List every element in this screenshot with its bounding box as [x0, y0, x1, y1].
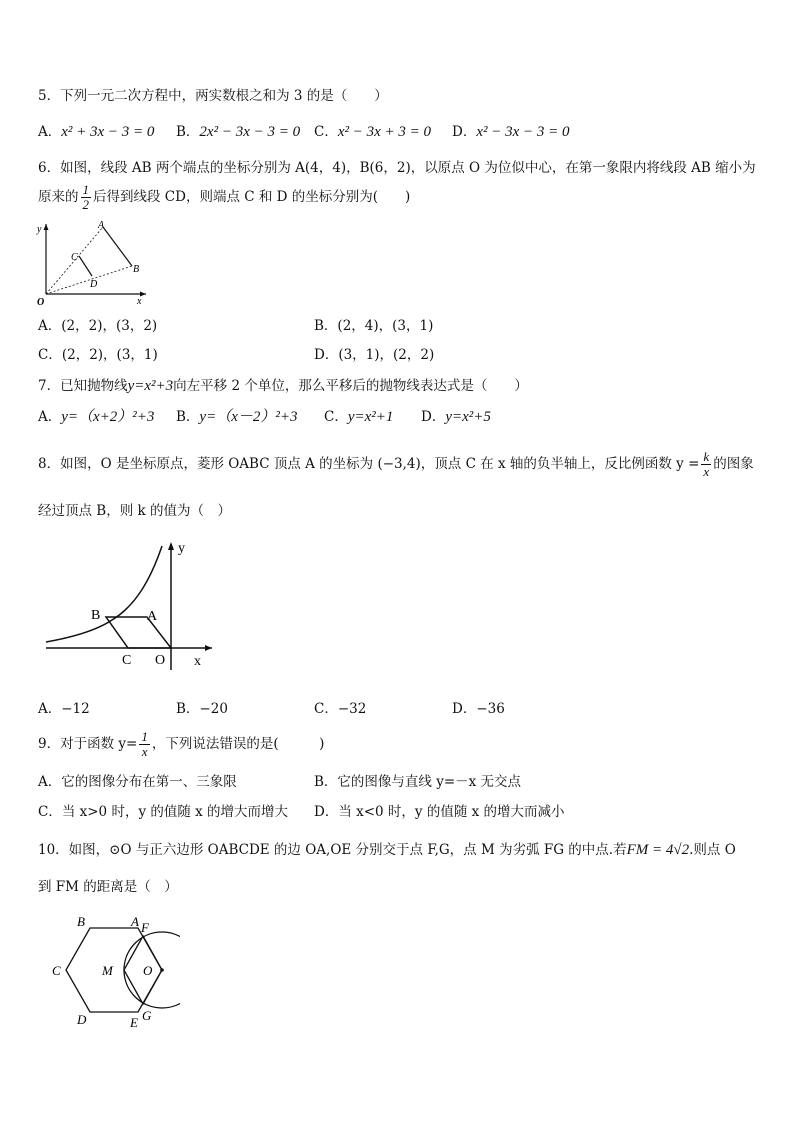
q5-option-c: C．x² − 3x + 3 = 0 — [314, 124, 432, 140]
q10-fig-b-label: B — [77, 914, 85, 929]
q10-fig-o-label: O — [143, 963, 153, 978]
q6-option-a: A．(2，2)，(3，2) — [38, 318, 158, 334]
q6-fig-c-label: C — [71, 252, 78, 263]
q10-fig-d-label: D — [77, 1012, 87, 1027]
q10-stem-line2: 到 FM 的距离是（ ） — [38, 879, 178, 895]
q6-fig-d-label: D — [90, 279, 98, 290]
q5-option-b: B．2x² − 3x − 3 = 0 — [176, 124, 301, 140]
q7-option-a: A．y=（x+2）²+3 — [38, 409, 155, 425]
q9-option-c: C．当 x>0 时，y 的值随 x 的增大而增大 — [38, 804, 289, 820]
q8-fig-o-label: O — [155, 653, 166, 668]
q10-fig-a-label: A — [131, 914, 139, 929]
q5-option-a: A．x² + 3x − 3 = 0 — [38, 124, 155, 140]
q7-option-d: D．y=x²+5 — [421, 409, 491, 425]
q6-fig-o-label: O — [37, 297, 45, 306]
q8-stem-line1: 8．如图，O 是坐标原点，菱形 OABC 顶点 A 的坐标为 (−3,4)，顶点 C 在 x 轴的负半轴上，反比例函数 y = $\frac{k}{x}$ 的图象 — [38, 449, 754, 479]
q9-option-d: D．当 x<0 时，y 的值随 x 的增大而减小 — [314, 804, 565, 820]
q10-stem-line1: 10．如图，⊙O 与正六边形 OABCDE 的边 OA,OE 分别交于点 F,G，点 M 为劣弧 FG 的中点.若FM = 4√2.则点 O — [38, 842, 736, 858]
q9-fraction: $\frac{1}{x}$ — [141, 729, 148, 759]
q6-figure — [34, 218, 154, 306]
q8-option-a: A．−12 — [38, 701, 90, 717]
q6-fig-x-label: x — [137, 296, 142, 306]
q6-stem-line2: 原来的 $\frac{1}{2}$ 后得到线段 CD，则端点 C 和 D 的坐标分别为( ) — [38, 182, 411, 212]
q8-fig-y-label: y — [178, 541, 185, 556]
q7-option-c: C．y=x²+1 — [324, 409, 394, 425]
q8-fig-x-label: x — [194, 654, 201, 669]
q5-option-d: D．x² − 3x − 3 = 0 — [452, 124, 570, 140]
q8-stem-line2: 经过顶点 B，则 k 的值为（ ） — [38, 503, 231, 519]
q8-fig-a-label: A — [147, 609, 158, 624]
q8-option-d: D．−36 — [452, 701, 505, 717]
q5-stem: 5．下列一元二次方程中，两实数根之和为 3 的是（ ） — [38, 88, 388, 104]
q8-fig-b-label: B — [91, 608, 101, 623]
q6-fig-y-label: y — [37, 224, 42, 235]
q9-stem: 9．对于函数 y= $\frac{1}{x}$ ，下列说法错误的是( ) — [38, 729, 325, 759]
q10-fig-f-label: F — [141, 920, 149, 935]
q6-fig-b-label: B — [133, 264, 140, 275]
q10-fig-m-label: M — [102, 963, 113, 978]
q8-figure — [40, 536, 220, 674]
q10-figure — [44, 908, 180, 1032]
q8-fraction: $\frac{k}{x}$ — [703, 449, 710, 479]
q8-option-b: B．−20 — [176, 701, 228, 717]
q6-fig-a-label: A — [98, 220, 105, 231]
q9-option-b: B．它的图像与直线 y=－x 无交点 — [314, 774, 522, 790]
q6-option-d: D．(3，1)，(2，2) — [314, 347, 435, 363]
q7-option-b: B．y=（x－2）²+3 — [176, 409, 298, 425]
q6-stem-line1: 6．如图，线段 AB 两个端点的坐标分别为 A(4，4)，B(6，2)，以原点 O 为位似中心，在第一象限内将线段 AB 缩小为 — [38, 160, 756, 176]
q10-fig-e-label: E — [130, 1015, 138, 1030]
q9-option-a: A．它的图像分布在第一、三象限 — [38, 774, 237, 790]
q6-fraction: $\frac{1}{2}$ — [82, 182, 89, 212]
q7-stem: 7．已知抛物线y=x²+3向左平移 2 个单位，那么平移后的抛物线表达式是（ ） — [38, 378, 528, 394]
q8-fig-c-label: C — [122, 653, 132, 668]
q10-fig-g-label: G — [142, 1008, 152, 1023]
q8-option-c: C．−32 — [314, 701, 367, 717]
q6-option-c: C．(2，2)，(3，1) — [38, 347, 158, 363]
q6-option-b: B．(2，4)，(3，1) — [314, 318, 434, 334]
q10-fig-c-label: C — [52, 963, 61, 978]
